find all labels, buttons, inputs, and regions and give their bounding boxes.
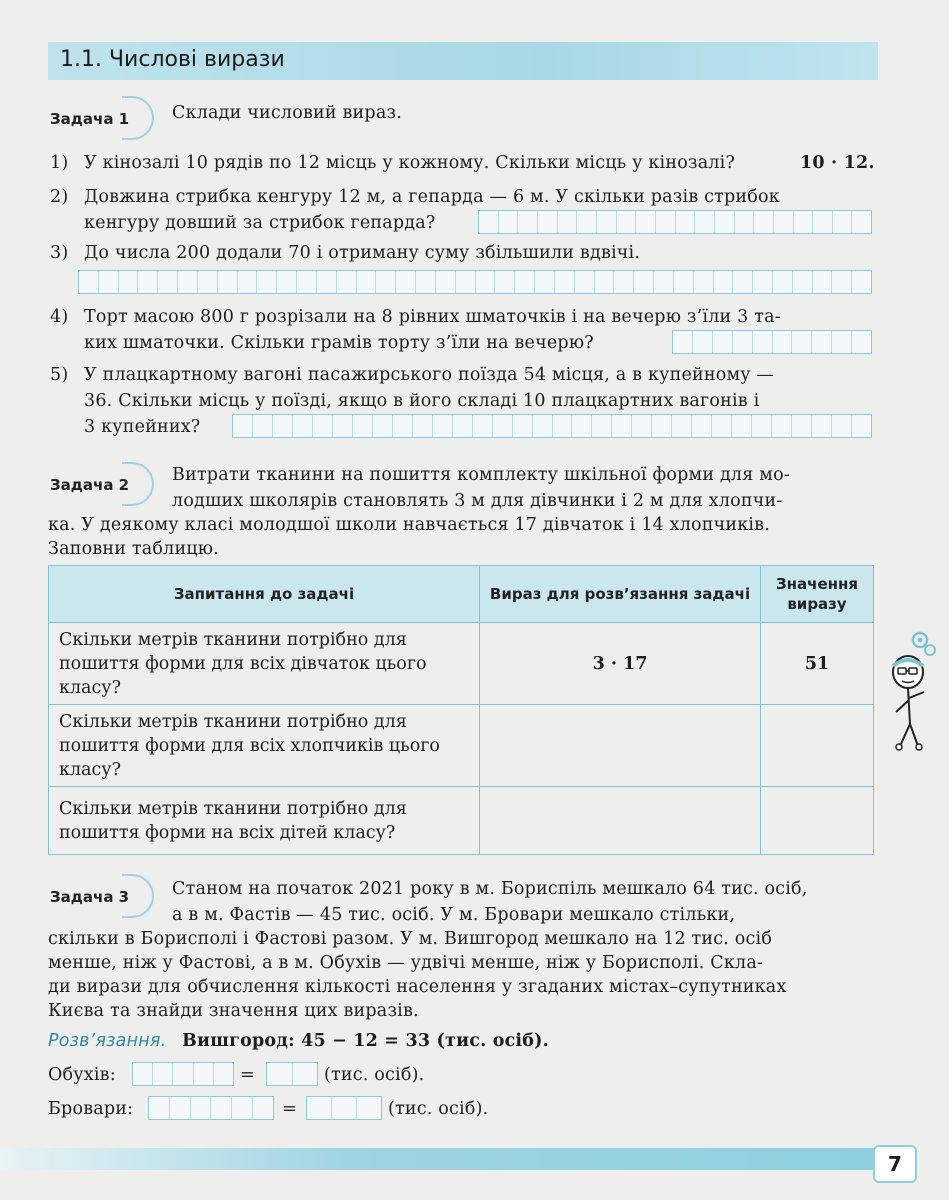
obukhiv-label: Обухів: [48, 1065, 116, 1085]
brovary-equals: = [282, 1099, 297, 1119]
table-cell-value[interactable]: 51 [761, 623, 874, 705]
table-header-expression: Вираз для розв’язання задачі [480, 566, 761, 623]
task1-item4-num: 4) [50, 307, 69, 327]
task3-line5: ди вирази для обчислення кількості населення у згаданих містах–супутниках [48, 977, 787, 997]
answer-field-item2[interactable] [478, 210, 872, 234]
brovary-expression-field[interactable] [148, 1096, 274, 1120]
table-cell-question: Скільки метрів тканини потрібно для пошиття форми на всіх дітей класу? [49, 787, 480, 855]
table-header-question: Запитання до задачі [49, 566, 480, 623]
solution-label: Розв’язання. [48, 1031, 167, 1051]
task1-item5-line3: 3 купейних? [84, 417, 201, 437]
brovary-value-field[interactable] [306, 1096, 382, 1120]
task2-line2: лодших школярів становлять 3 м для дівчинки і 2 м для хлопчи- [172, 491, 783, 511]
table-cell-value[interactable] [761, 705, 874, 787]
task1-item2-line2: кенгуру довший за стрибок гепарда? [84, 213, 436, 233]
task3-line2: а в м. Фастів — 45 тис. осіб. У м. Бровари мешкало стільки, [172, 905, 736, 925]
task1-item1-line1: У кінозалі 10 рядів по 12 місць у кожному. Скільки місць у кінозалі? [84, 153, 736, 173]
task1-item1-answer: 10 · 12. [800, 153, 875, 173]
task3-line3: скільки в Борисполі і Фастові разом. У м. Вишгород мешкало на 12 тис. осіб [48, 929, 773, 949]
brovary-label: Бровари: [48, 1099, 134, 1119]
table-row [49, 787, 874, 855]
task2-line4: Заповни таблицю. [48, 539, 219, 559]
answer-field-item3[interactable] [78, 270, 872, 294]
task1-item2-num: 2) [50, 187, 69, 207]
obukhiv-expression-field[interactable] [132, 1062, 234, 1086]
table-cell-expression[interactable]: 3 · 17 [480, 623, 761, 705]
solution-vyshhorod: Вишгород: 45 − 12 = 33 (тис. осіб). [182, 1031, 549, 1051]
task2-arc [122, 462, 154, 506]
table-row [49, 623, 874, 705]
task3-arc [122, 874, 154, 918]
obukhiv-value-field[interactable] [266, 1062, 318, 1086]
task1-item1-num: 1) [50, 153, 69, 173]
table-cell-question: Скільки метрів тканини потрібно для пошиття форми для всіх хлопчиків цього класу? [49, 705, 480, 787]
table-cell-question: Скільки метрів тканини потрібно для пошиття форми для всіх дівчаток цього класу? [49, 623, 480, 705]
task2-line3: ка. У деякому класі молодшої школи навчається 17 дівчаток і 14 хлопчиків. [48, 515, 770, 535]
page-number: 7 [873, 1145, 917, 1183]
task3-line1: Станом на початок 2021 року в м. Бориспіль мешкало 64 тис. осіб, [172, 879, 808, 899]
answer-field-item4[interactable] [672, 330, 872, 354]
brovary-unit: (тис. осіб). [388, 1099, 489, 1119]
footer-bar [0, 1148, 875, 1170]
answer-field-item5[interactable] [232, 414, 872, 438]
obukhiv-equals: = [240, 1065, 255, 1085]
task2-table [48, 565, 874, 855]
robot-mascot-illustration [878, 628, 940, 754]
table-cell-expression[interactable] [480, 705, 761, 787]
task1-item5-line1: У плацкартному вагоні пасажирського поїзда 54 місця, а в купейному — [84, 365, 775, 385]
task3-line4: менше, ніж у Фастові, а в м. Обухів — удвічі менше, ніж у Борисполі. Скла- [48, 953, 764, 973]
task1-item4-line1: Торт масою 800 г розрізали на 8 рівних шматочків і на вечерю з’їли 3 та- [84, 307, 781, 327]
task1-item3-num: 3) [50, 243, 69, 263]
task3-line6: Києва та знайди значення цих виразів. [48, 1001, 419, 1021]
table-cell-value[interactable] [761, 787, 874, 855]
task1-item5-line2: 36. Скільки місць у поїзді, якщо в його складі 10 плацкартних вагонів і [84, 391, 760, 411]
task1-item2-line1: Довжина стрибка кенгуру 12 м, а гепарда — 6 м. У скільки разів стрибок [84, 187, 780, 207]
obukhiv-unit: (тис. осіб). [324, 1065, 425, 1085]
table-cell-expression[interactable] [480, 787, 761, 855]
task1-item5-num: 5) [50, 365, 69, 385]
table-header-row [49, 566, 874, 623]
task1-label: Задача 1 [50, 110, 130, 128]
section-title: 1.1. Числові вирази [60, 47, 285, 72]
task1-arc [122, 96, 154, 140]
task2-line1: Витрати тканини на пошиття комплекту шкільної форми для мо- [172, 465, 790, 485]
table-header-value: Значення виразу [761, 566, 874, 623]
table-row [49, 705, 874, 787]
task3-label: Задача 3 [50, 888, 130, 906]
task1-item3-line1: До числа 200 додали 70 і отриману суму збільшили вдвічі. [84, 243, 641, 263]
task1-item4-line2: ких шматочки. Скільки грамів торту з’їли на вечерю? [84, 333, 594, 353]
task2-label: Задача 2 [50, 476, 130, 494]
task1-prompt: Склади числовий вираз. [172, 103, 402, 123]
